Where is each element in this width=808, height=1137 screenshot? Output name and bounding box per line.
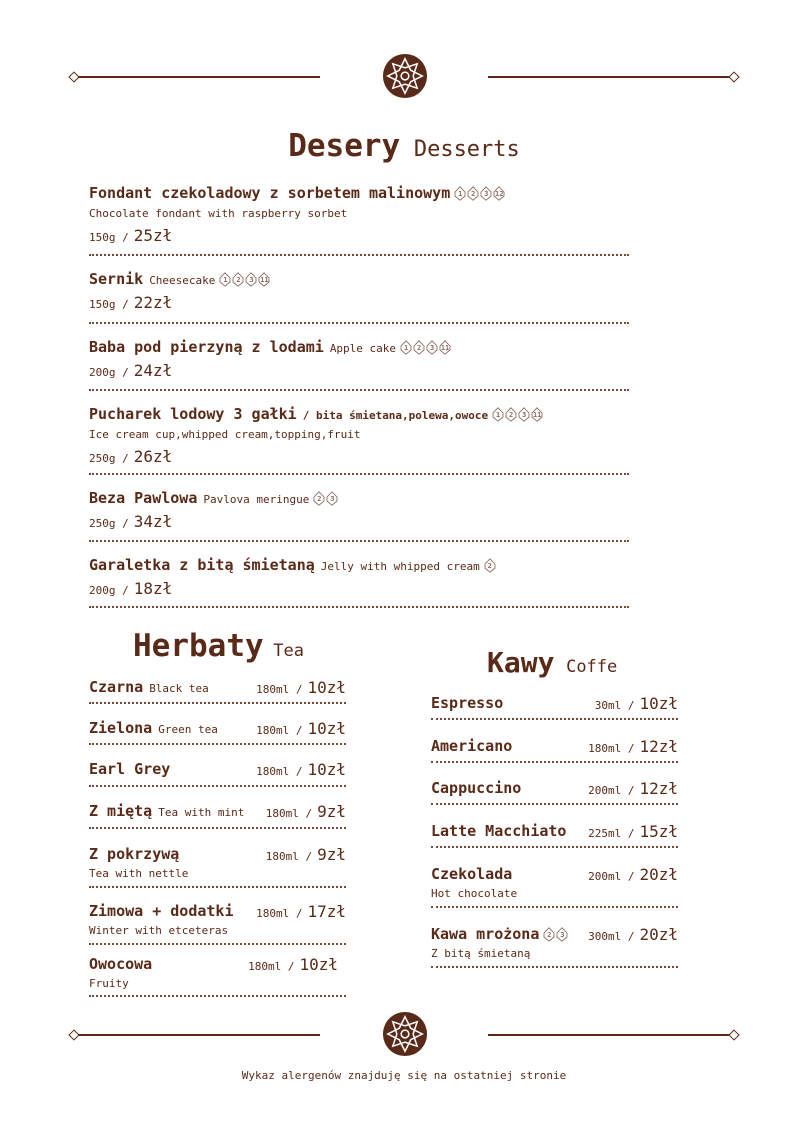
allergen-badge [556, 927, 568, 942]
allergen-badge [413, 340, 425, 355]
coffee-name: Americano [431, 737, 513, 755]
allergen-badge [493, 186, 505, 201]
coffee-price-group [588, 737, 678, 756]
allergen-number: 2 [236, 275, 241, 284]
dessert-name: Pucharek lodowy 3 gałki [89, 405, 297, 423]
dessert-name-en: Apple cake [329, 342, 397, 355]
allergen-number: 11 [260, 275, 269, 284]
dotted-separator [89, 995, 346, 997]
tea-name-line [89, 719, 346, 738]
coffee-price-group [588, 865, 678, 884]
dessert-item [89, 338, 451, 380]
dotted-separator [89, 943, 346, 945]
tea-name-en: Tea with mint [158, 806, 245, 819]
allergen-badge [426, 340, 438, 355]
coffee-description: Hot chocolate [431, 887, 518, 900]
allergen-badge [439, 340, 451, 355]
dessert-weight: 150g / [89, 231, 129, 244]
coffee-price: 10zł [639, 694, 678, 713]
tea-name: Z miętą [89, 802, 153, 820]
tea-item [89, 845, 346, 880]
dotted-separator [431, 718, 678, 720]
tea-price: 10zł [299, 955, 338, 974]
dessert-item [89, 184, 505, 245]
divider-line [78, 1034, 320, 1036]
dessert-weight: 200g / [89, 366, 129, 379]
tea-name: Czarna [89, 678, 144, 696]
teas-title-en: Tea [273, 641, 305, 661]
allergen-number: 11 [440, 343, 450, 352]
allergen-list [543, 927, 568, 942]
tea-description: Winter with etceteras [89, 924, 229, 937]
dessert-price-line [89, 579, 496, 598]
dotted-separator [89, 785, 346, 787]
coffee-volume: 300ml / [588, 930, 635, 943]
tea-volume: 180ml / [248, 960, 295, 973]
coffee-heading [487, 646, 617, 679]
dotted-separator [89, 254, 629, 256]
allergen-badge [232, 272, 244, 287]
tea-item [89, 902, 346, 937]
dessert-description: Ice cream cup,whipped cream,topping,fruit [89, 428, 361, 441]
tea-price: 10zł [307, 760, 346, 779]
dessert-price-line [89, 361, 451, 380]
dessert-name: Fondant czekoladowy z sorbetem malinowym [89, 184, 451, 202]
allergen-number: 12 [495, 189, 504, 198]
tea-price: 9zł [317, 802, 346, 821]
dessert-weight: 250g / [89, 452, 129, 465]
dessert-weight: 250g / [89, 517, 129, 530]
dessert-name-en: Jelly with whipped cream [320, 560, 480, 573]
allergen-badge [219, 272, 231, 287]
allergen-number: 1 [403, 343, 409, 352]
dessert-name-line [89, 338, 451, 356]
allergen-number: 3 [522, 410, 527, 419]
tea-item [89, 802, 346, 821]
allergen-badge [531, 407, 543, 422]
allergen-badge [454, 186, 466, 201]
tea-name: Z pokrzywą [89, 845, 180, 863]
coffee-price: 15zł [639, 822, 678, 841]
allergen-number: 1 [496, 410, 501, 419]
coffee-description: Z bitą śmietaną [431, 947, 531, 960]
allergen-number: 2 [509, 410, 514, 419]
tea-item [89, 719, 346, 738]
coffee-title-en: Coffe [566, 657, 618, 677]
coffee-volume: 200ml / [588, 870, 635, 883]
dotted-separator [431, 803, 678, 805]
tea-price-group [256, 760, 346, 779]
coffee-name: Latte Macchiato [431, 822, 567, 840]
allergen-badge [467, 186, 479, 201]
allergen-badge [480, 186, 492, 201]
dotted-separator [89, 886, 346, 888]
dessert-name: Garaletka z bitą śmietaną [89, 556, 315, 574]
allergen-list [400, 340, 451, 355]
coffee-name-line [431, 737, 678, 756]
allergen-number: 3 [330, 494, 335, 503]
dessert-price-line [89, 447, 543, 466]
desserts-heading [0, 128, 808, 164]
tea-volume: 180ml / [256, 907, 303, 920]
dessert-name-en: Pavlova meringue [203, 493, 310, 506]
tea-volume: 180ml / [256, 765, 303, 778]
tea-name: Zielona [89, 719, 153, 737]
allergen-number: 3 [429, 343, 435, 352]
coffee-item [431, 694, 678, 713]
divider-line [488, 1034, 732, 1036]
dessert-name-line [89, 489, 338, 507]
allergen-badge [313, 491, 325, 506]
coffee-price: 12zł [639, 779, 678, 798]
coffee-item [431, 865, 678, 900]
divider-line [488, 76, 732, 78]
tea-description: Tea with nettle [89, 867, 189, 880]
dotted-separator [89, 322, 629, 324]
coffee-item [431, 779, 678, 798]
dessert-price: 34zł [133, 512, 173, 531]
tea-price: 10zł [307, 678, 346, 697]
allergen-badge [505, 407, 517, 422]
tea-name-line [89, 802, 346, 821]
tea-price-group [256, 902, 346, 921]
dessert-name: Sernik [89, 270, 144, 288]
coffee-name-line [431, 779, 678, 798]
coffee-price-group [588, 822, 678, 841]
tea-price: 10zł [307, 719, 346, 738]
allergen-number: 3 [484, 189, 489, 198]
allergen-badge [258, 272, 270, 287]
tea-name-line [89, 902, 346, 921]
dessert-name-line [89, 556, 496, 574]
dotted-separator [431, 846, 678, 848]
divider-line [78, 76, 320, 78]
flower-of-life-icon [382, 53, 428, 99]
dessert-name-en: / bita śmietana,polewa,owoce [302, 409, 489, 422]
coffee-name: Czekolada [431, 865, 513, 883]
dessert-name: Beza Pawlowa [89, 489, 198, 507]
dessert-name-line [89, 270, 270, 288]
tea-price-group [266, 802, 346, 821]
allergen-list [313, 491, 338, 506]
allergen-note: Wykaz alergenów znajduję się na ostatniej stronie [241, 1069, 567, 1082]
dotted-separator [89, 389, 629, 391]
allergen-list [484, 558, 496, 573]
allergen-number: 1 [458, 189, 463, 198]
tea-name-en: Green tea [158, 723, 218, 736]
tea-name-line [89, 845, 346, 864]
allergen-number: 2 [547, 930, 552, 939]
dessert-name-line [89, 405, 543, 423]
tea-name-line [89, 955, 346, 974]
coffee-name: Cappuccino [431, 779, 522, 797]
dessert-weight: 200g / [89, 584, 129, 597]
dessert-price: 24zł [133, 361, 173, 380]
dessert-weight: 150g / [89, 298, 129, 311]
tea-volume: 180ml / [256, 683, 303, 696]
coffee-name-line [431, 694, 678, 713]
allergen-list [454, 186, 505, 201]
tea-volume: 180ml / [256, 724, 303, 737]
coffee-name: Espresso [431, 694, 504, 712]
tea-price: 17zł [307, 902, 346, 921]
dessert-name-line [89, 184, 505, 202]
allergen-number: 1 [223, 275, 228, 284]
dessert-description: Chocolate fondant with raspberry sorbet [89, 207, 348, 220]
tea-name: Earl Grey [89, 760, 171, 778]
dessert-name: Baba pod pierzyną z lodami [89, 338, 324, 356]
allergen-badge [400, 340, 412, 355]
dotted-separator [89, 473, 629, 475]
dessert-item [89, 270, 270, 312]
dessert-price-line [89, 293, 270, 312]
coffee-name-line [431, 865, 678, 884]
dotted-separator [89, 702, 346, 704]
allergen-badge [326, 491, 338, 506]
allergen-number: 11 [532, 410, 542, 419]
tea-name-line [89, 760, 346, 779]
dessert-price: 22zł [133, 293, 173, 312]
flower-of-life-icon [382, 1011, 428, 1057]
dessert-name-en: Cheesecake [149, 274, 216, 287]
tea-price-group [248, 955, 338, 974]
coffee-volume: 225ml / [588, 827, 635, 840]
coffee-price: 20zł [639, 925, 678, 944]
coffee-name-line [431, 822, 678, 841]
tea-volume: 180ml / [265, 850, 313, 863]
dotted-separator [431, 966, 678, 968]
dessert-price-line [89, 512, 338, 531]
tea-name-en: Black tea [149, 682, 209, 695]
coffee-item [431, 737, 678, 756]
allergen-badge [492, 407, 504, 422]
allergen-badge [484, 558, 496, 573]
dotted-separator [89, 606, 629, 608]
tea-price-group [266, 845, 346, 864]
dessert-price-line [89, 226, 505, 245]
tea-name: Owocowa [89, 955, 153, 973]
coffee-price-group [595, 694, 678, 713]
allergen-badge [543, 927, 555, 942]
tea-name-line [89, 678, 346, 697]
tea-price-group [256, 719, 346, 738]
tea-price: 9zł [317, 845, 346, 864]
coffee-name-line [431, 925, 678, 944]
tea-volume: 180ml / [265, 807, 313, 820]
tea-item [89, 760, 346, 779]
dotted-separator [89, 827, 346, 829]
desserts-title-en: Desserts [413, 137, 520, 162]
tea-description: Fruity [89, 977, 129, 990]
coffee-volume: 200ml / [588, 784, 635, 797]
teas-title-pl: Herbaty [133, 628, 264, 664]
allergen-number: 3 [560, 930, 565, 939]
dessert-item [89, 556, 496, 598]
dotted-separator [89, 743, 346, 745]
tea-price-group [256, 678, 346, 697]
dessert-item [89, 489, 338, 531]
allergen-badge [518, 407, 530, 422]
allergen-list [492, 407, 543, 422]
coffee-name: Kawa mrożona [431, 925, 540, 943]
allergen-number: 3 [249, 275, 254, 284]
coffee-volume: 180ml / [588, 742, 635, 755]
coffee-item [431, 925, 678, 960]
dotted-separator [431, 761, 678, 763]
dessert-price: 25zł [133, 226, 173, 245]
allergen-badge [245, 272, 257, 287]
dotted-separator [89, 540, 629, 542]
coffee-price: 12zł [639, 737, 678, 756]
dessert-price: 26zł [133, 447, 173, 466]
allergen-number: 2 [487, 561, 492, 570]
allergen-list [219, 272, 270, 287]
tea-item [89, 678, 346, 697]
allergen-number: 2 [471, 189, 476, 198]
allergen-number: 2 [317, 494, 322, 503]
diamond-icon [728, 1029, 739, 1040]
coffee-title-pl: Kawy [487, 646, 555, 679]
diamond-icon [728, 71, 739, 82]
coffee-price: 20zł [639, 865, 678, 884]
coffee-item [431, 822, 678, 841]
teas-heading [133, 628, 304, 664]
dessert-price: 18zł [133, 579, 173, 598]
coffee-volume: 30ml / [594, 699, 635, 712]
desserts-title-pl: Desery [288, 128, 401, 164]
coffee-price-group [588, 779, 678, 798]
dotted-separator [431, 906, 678, 908]
tea-name: Zimowa + dodatki [89, 902, 234, 920]
dessert-item [89, 405, 543, 466]
allergen-number: 2 [416, 343, 422, 352]
coffee-price-group [588, 925, 678, 944]
tea-item [89, 955, 346, 990]
